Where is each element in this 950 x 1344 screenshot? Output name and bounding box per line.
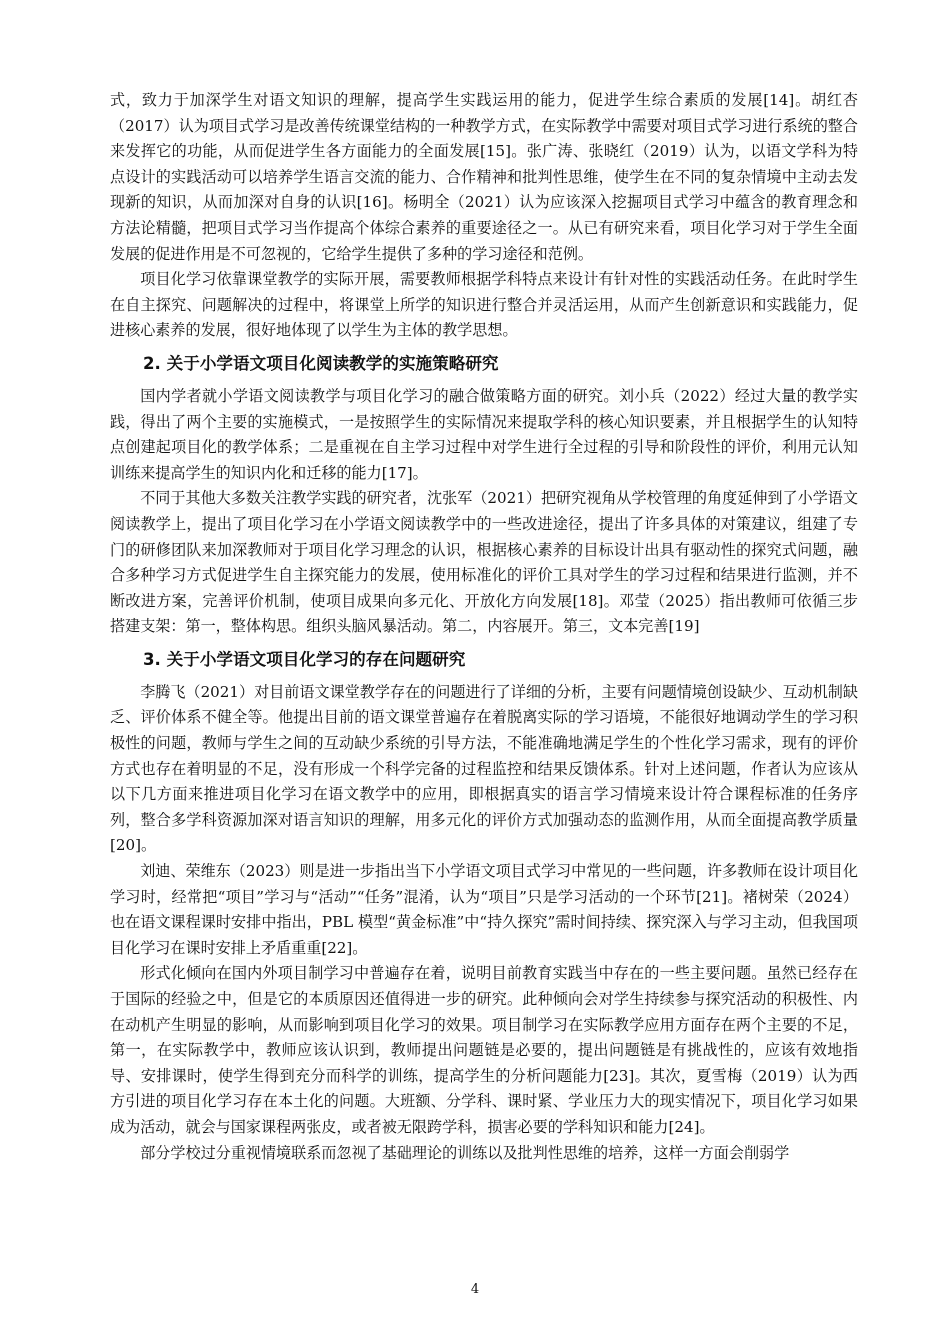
paragraph: 不同于其他大多数关注教学实践的研究者，沈张军（2021）把研究视角从学校管理的角度延伸到了小学语文阅读教学上，提出了项目化学习在小学语文阅读教学中的一些改进途径，提出了许多具体的对策建议，组建了专门的研修团队来加深教师对于项目化学习理念的认识，根据核心素养的目标设计出具有驱动性的探究式问题，融合多种学习方式促进学生自主探究能力的发展，使用标准化的评价工具对学生的学习过程和结果进行监测，并不断改进方案，完善评价机制，使项目成果向多元化、开放化方向发展[18]。邓莹（2025）指出教师可依循三步搭建支架：第一，整体构思。组织头脑风暴活动。第二，内容展开。第三，文本完善[19]	[110, 489, 858, 636]
paragraph: 项目化学习依靠课堂教学的实际开展，需要教师根据学科特点来设计有针对性的实践活动任务。在此时学生在自主探究、问题解决的过程中，将课堂上所学的知识进行整合并灵活运用，从而产生创新意识和实践能力，促进核心素养的发展，很好地体现了以学生为主体的教学思想。	[110, 270, 858, 340]
paragraph: 形式化倾向在国内外项目制学习中普遍存在着，说明目前教育实践当中存在的一些主要问题。虽然已经存在于国际的经验之中，但是它的本质原因还值得进一步的研究。此种倾向会对学生持续参与探究活动的积极性、内在动机产生明显的影响，从而影响到项目化学习的效果。项目制学习在实际教学应用方面存在两个主要的不足，第一，在实际教学中，教师应该认识到，教师提出问题链是必要的，提出问题链是有挑战性的，应该有效地指导、安排课时，使学生得到充分而科学的训练，提高学生的分析问题能力[23]。其次，夏雪梅（2019）认为西方引进的项目化学习存在本土化的问题。大班额、分学科、课时紧、学业压力大的现实情况下，项目化学习如果成为活动，就会与国家课程两张皮，或者被无限跨学科，损害必要的学科知识和能力[24]。	[110, 964, 858, 1136]
paragraph: 国内学者就小学语文阅读教学与项目化学习的融合做策略方面的研究。刘小兵（2022）经过大量的教学实践，得出了两个主要的实施模式，一是按照学生的实际情况来提取学科的核心知识要素，并且根据学生的认知特点创建起项目化的教学体系；二是重视在自主学习过程中对学生进行全过程的引导和阶段性的评价，利用元认知训练来提高学生的知识内化和迁移的能力[17]。	[110, 386, 858, 482]
document-body	[110, 88, 858, 1166]
paragraph: 式，致力于加深学生对语文知识的理解，提高学生实践运用的能力，促进学生综合素质的发展[14]。胡红杏（2017）认为项目式学习是改善传统课堂结构的一种教学方式，在实际教学中需要对项目式学习进行系统的整合来发挥它的功能，从而促进学生各方面能力的全面发展[15]。张广涛、张晓红（2019）认为，以语文学科为特点设计的实践活动可以培养学生语言交流的能力、合作精神和批判性思维，使学生在不同的复杂情境中主动去发现新的知识，从而加深对自身的认识[16]。杨明全（2021）认为应该深入挖掘项目式学习中蕴含的教育理念和方法论精髓，把项目式学习当作提高个体综合素养的重要途径之一。从已有研究来看，项目化学习对于学生全面发展的促进作用是不可忽视的，它给学生提供了多种的学习途径和范例。	[110, 91, 858, 263]
paragraph: 李腾飞（2021）对目前语文课堂教学存在的问题进行了详细的分析，主要有问题情境创设缺少、互动机制缺乏、评价体系不健全等。他提出目前的语文课堂普遍存在着脱离实际的学习语境，不能很好地调动学生的学习积极性的问题，教师与学生之间的互动缺少系统的引导方法，不能准确地满足学生的个性化学习需求，现有的评价方式也存在着明显的不足，没有形成一个科学完备的过程监控和结果反馈体系。针对上述问题，作者认为应该从以下几方面来推进项目化学习在语文教学中的应用，即根据真实的语言学习情境来设计符合课程标准的任务序列，整合多学科资源加深对语言知识的理解，用多元化的评价方式加强动态的监测作用，从而全面提高教学质量[20]。	[110, 682, 858, 855]
section-heading: 3. 关于小学语文项目化学习的存在问题研究	[143, 649, 466, 669]
page-number: 4	[470, 1282, 480, 1297]
paragraph: 部分学校过分重视情境联系而忽视了基础理论的训练以及批判性思维的培养，这样一方面会削弱学	[140, 1143, 790, 1162]
paragraph: 刘迪、荣维东（2023）则是进一步指出当下小学语文项目式学习中常见的一些问题，许多教师在设计项目化学习时，经常把“项目”学习与“活动”“任务”混淆，认为“项目”只是学习活动的一个环节[21]。褚树荣（2024）也在语文课程课时安排中指出，PBL 模型“黄金标准”中“持久探究”需时间持续、探究深入与学习主动，但我国项目化学习在课时安排上矛盾重重[22]。	[110, 862, 858, 957]
section-heading: 2. 关于小学语文项目化阅读教学的实施策略研究	[143, 353, 499, 373]
